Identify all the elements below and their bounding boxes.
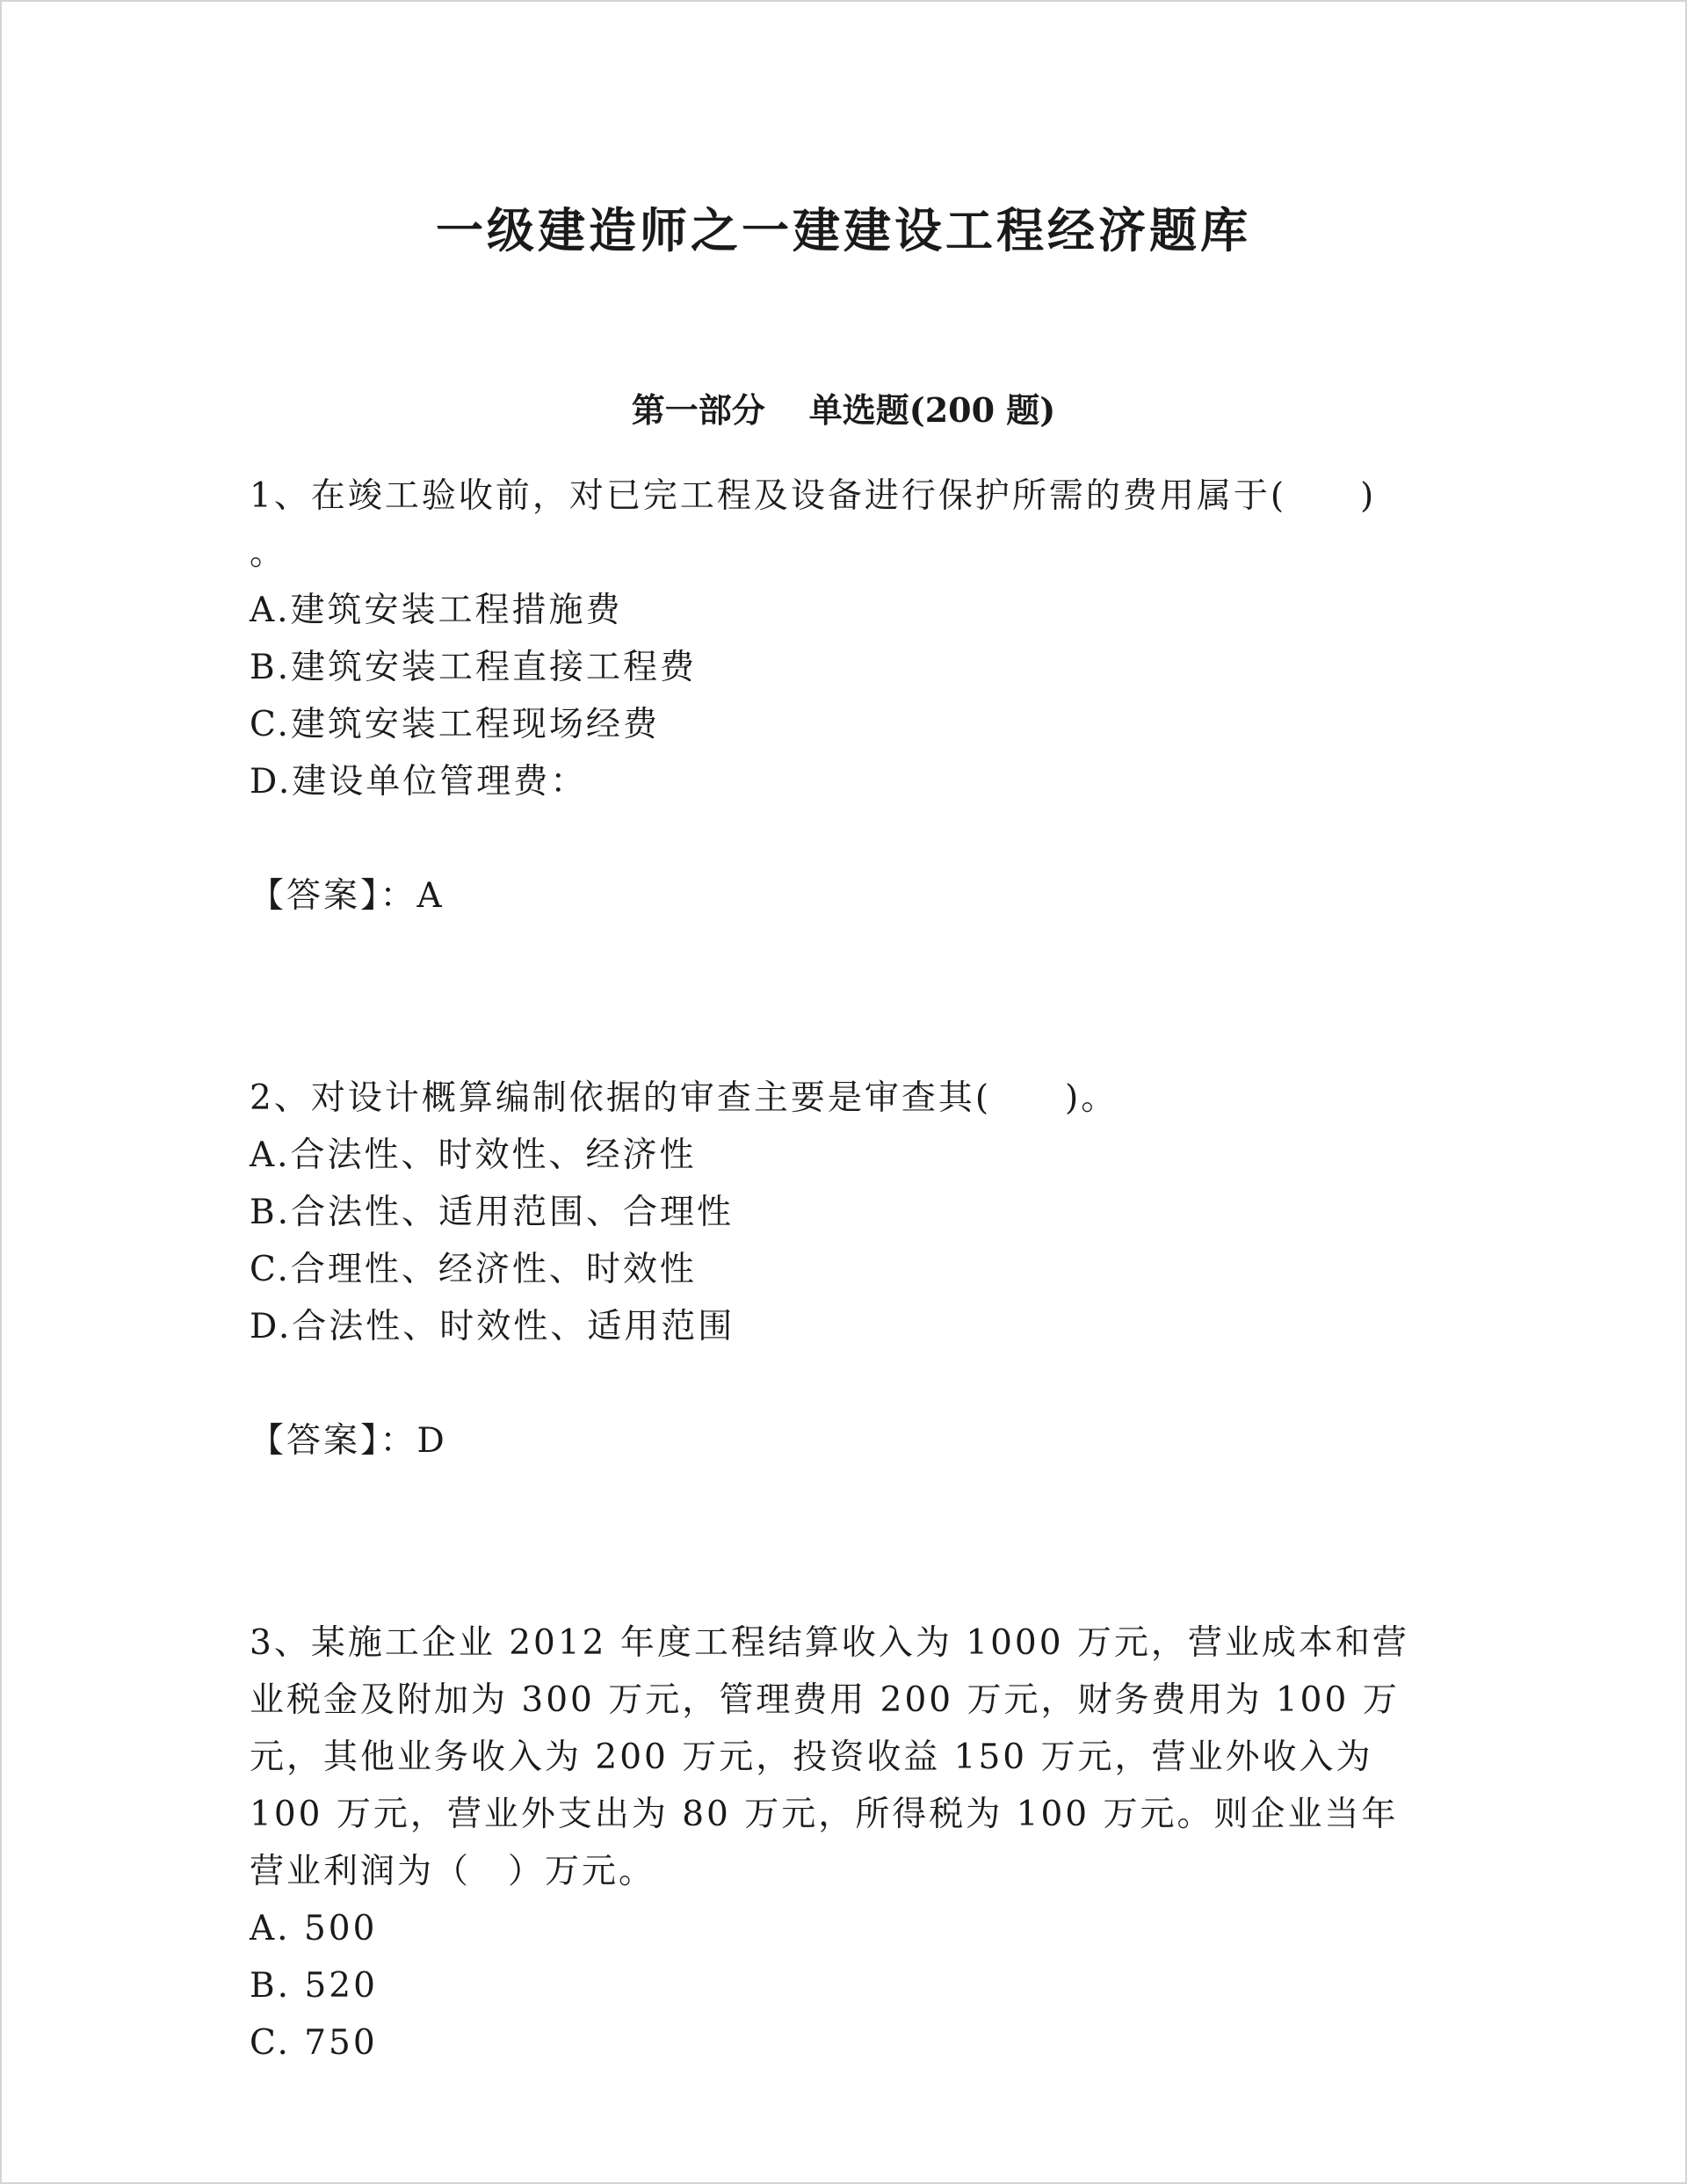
section-part: 第一部分 xyxy=(631,390,765,430)
option-d: D.合法性、时效性、适用范围 xyxy=(250,1307,735,1346)
question-stem-line: 业税金及附加为 300 万元，管理费用 200 万元，财务费用为 100 万 xyxy=(250,1680,1400,1720)
question-stem-line: 1、在竣工验收前，对已完工程及设备进行保护所需的费用属于( ) xyxy=(250,476,1377,516)
question-2 xyxy=(250,1070,1436,1469)
question-stem-line: 。 xyxy=(250,533,287,573)
answer-line: 【答案】：A xyxy=(250,876,445,916)
option-b: B. 520 xyxy=(250,1966,378,2006)
question-stem-line: 2、对设计概算编制依据的审查主要是审查其( )。 xyxy=(250,1078,1119,1118)
question-stem-line: 100 万元，营业外支出为 80 万元，所得税为 100 万元。则企业当年 xyxy=(250,1795,1399,1834)
option-a: A.合法性、时效性、经济性 xyxy=(250,1136,697,1175)
question-stem-line: 元，其他业务收入为 200 万元，投资收益 150 万元，营业外收入为 xyxy=(250,1738,1373,1777)
option-d: D.建设单位管理费： xyxy=(250,762,588,802)
section-name: 单选题(200 题) xyxy=(808,390,1056,430)
question-list xyxy=(250,468,1436,2072)
option-c: C. 750 xyxy=(250,2023,378,2063)
option-b: B.建筑安装工程直接工程费 xyxy=(250,648,698,687)
question-stem-line: 营业利润为（ ）万元。 xyxy=(250,1852,656,1891)
option-a: A.建筑安装工程措施费 xyxy=(250,591,623,630)
option-a: A. 500 xyxy=(250,1909,378,1948)
question-stem-line: 3、某施工企业 2012 年度工程结算收入为 1000 万元，营业成本和营 xyxy=(250,1623,1409,1663)
question-1 xyxy=(250,468,1436,925)
section-heading xyxy=(2,388,1685,432)
option-c: C.合理性、经济性、时效性 xyxy=(250,1250,697,1289)
question-3 xyxy=(250,1614,1436,2072)
document-title: 一级建造师之一建建设工程经济题库 xyxy=(436,202,1251,258)
answer-line: 【答案】：D xyxy=(250,1421,447,1461)
option-b: B.合法性、适用范围、合理性 xyxy=(250,1193,735,1232)
option-c: C.建筑安装工程现场经费 xyxy=(250,705,660,744)
